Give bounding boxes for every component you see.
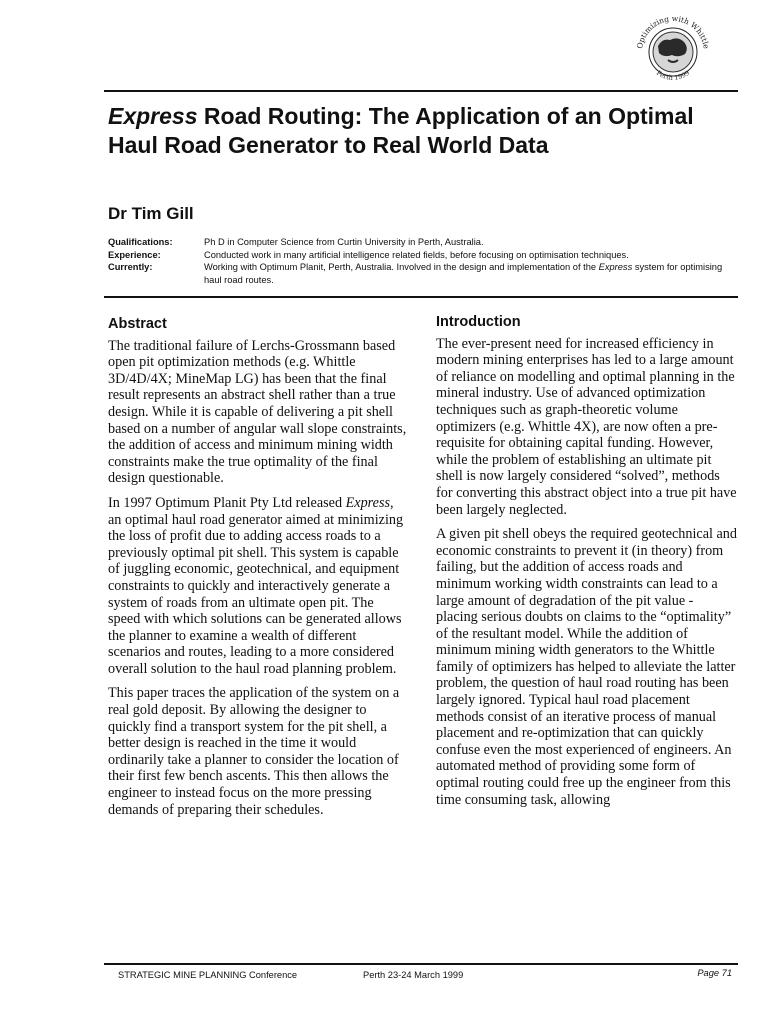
abstract-paragraph: This paper traces the application of the system on a real gold deposit. By allowing the designer to quickly find a transport system for the pit shell, a better design is reached in the time it would ordinarily take a planner to consider the location of their first few bench ascents. This then allows the engineer to instead focus on the more pressing demands of preparing their schedules. bbox=[108, 685, 400, 818]
abstract-paragraph bbox=[108, 495, 408, 678]
credential-value-emphasis: Express bbox=[598, 262, 633, 272]
credential-value: Conducted work in many artificial intelligence related fields, before focusing on optimisation techniques. bbox=[204, 249, 629, 260]
credential-row-experience bbox=[108, 249, 728, 262]
paragraph-part: , an optimal haul road generator aimed at minimizing the loss of profit due to adding access roads to a previously optimal pit shell. This system is capable of juggling economic, geotechnical, and equipment constraints to quickly and interactively generate a system of roads from an ultimate open pit. The speed with which solutions can be generated allows the planner to examine a wealth of different scenarios and routes, leading to a more considered overall solution to the haul road planning problem. bbox=[108, 494, 404, 677]
title-emphasis: Express bbox=[108, 103, 198, 129]
abstract-column bbox=[108, 316, 408, 826]
credential-row-qualifications bbox=[108, 236, 728, 249]
abstract-paragraph: The traditional failure of Lerchs-Grossmann based open pit optimization methods (e.g. Whittle 3D/4D/4X; MineMap LG) has been that the final result represents an abstract shell rather than a true design. While it is capable of delivering a pit shell based on a number of angular wall slope constraints, the addition of access and minimum mining width constraints make the true optimality of the final design questionable. bbox=[108, 337, 407, 487]
title-rest: Road Routing: The Application of an Optimal Haul Road Generator to Real World Data bbox=[108, 103, 694, 158]
introduction-heading: Introduction bbox=[436, 314, 521, 330]
author-name: Dr Tim Gill bbox=[108, 204, 194, 223]
footer-page-number: Page 71 bbox=[697, 968, 732, 978]
paragraph-emphasis: Express bbox=[345, 494, 391, 511]
footer-conference: STRATEGIC MINE PLANNING Conference bbox=[118, 970, 298, 980]
credential-value-part: system for optimising haul road routes. bbox=[204, 262, 723, 285]
section-rule bbox=[104, 296, 738, 298]
paper-title bbox=[108, 102, 728, 159]
credential-value: Ph D in Computer Science from Curtin University in Perth, Australia. bbox=[204, 237, 484, 247]
paragraph-part: In 1997 Optimum Planit Pty Ltd released bbox=[108, 494, 346, 511]
author-credentials bbox=[108, 236, 728, 286]
header-rule bbox=[104, 90, 738, 92]
credential-label: Experience: bbox=[108, 249, 161, 260]
introduction-paragraph: The ever-present need for increased efficiency in modern mining enterprises has led to a large amount of reliance on modelling and optimal planning in the mineral industry. Use of advanced optimization techniques such as graph-theoretic volume optimizers (e.g. Whittle 4X), are now often a pre-requisite for obtaining capital funding. However, while the problem of establishing an ultimate pit shell is now largely considered “solved”, methods for converting this abstract object into a true pit have been largely neglected. bbox=[436, 335, 737, 518]
introduction-paragraph: A given pit shell obeys the required geotechnical and economic constraints to prevent it (in theory) from failing, but the addition of access roads and minimum working width constraints can lead to a large amount of degradation of the pit value - placing serious doubts on claims to the “optimality” of the resultant model. While the addition of minimum mining width generators to the Whittle family of optimizers has helped to alleviate the latter problem, the question of haul road routing has been largely ignored. Typical haul road placement methods consist of an iterative process of manual placement and re-optimization that can quickly confuse even the most experienced of engineers. An automated method of providing some form of optimal routing could free up the engineer from this time consuming task, allowing bbox=[436, 526, 737, 808]
footer-place-date: Perth 23-24 March 1999 bbox=[363, 970, 464, 980]
introduction-column bbox=[436, 314, 738, 816]
credential-value bbox=[204, 261, 728, 286]
logo-arc-text-top: Optimizing with Whittle bbox=[635, 13, 711, 50]
page-footer bbox=[118, 970, 738, 984]
footer-rule bbox=[104, 963, 738, 965]
credential-label: Qualifications: bbox=[108, 237, 173, 247]
logo-arc-text-bottom: Perth 1999 bbox=[654, 68, 692, 82]
conference-logo-seal bbox=[628, 8, 718, 88]
abstract-heading: Abstract bbox=[108, 316, 167, 332]
credential-value-part: Working with Optimum Planit, Perth, Australia. Involved in the design and implementation of the bbox=[204, 262, 599, 272]
credential-row-currently bbox=[108, 261, 728, 286]
credential-label: Currently: bbox=[108, 262, 153, 272]
